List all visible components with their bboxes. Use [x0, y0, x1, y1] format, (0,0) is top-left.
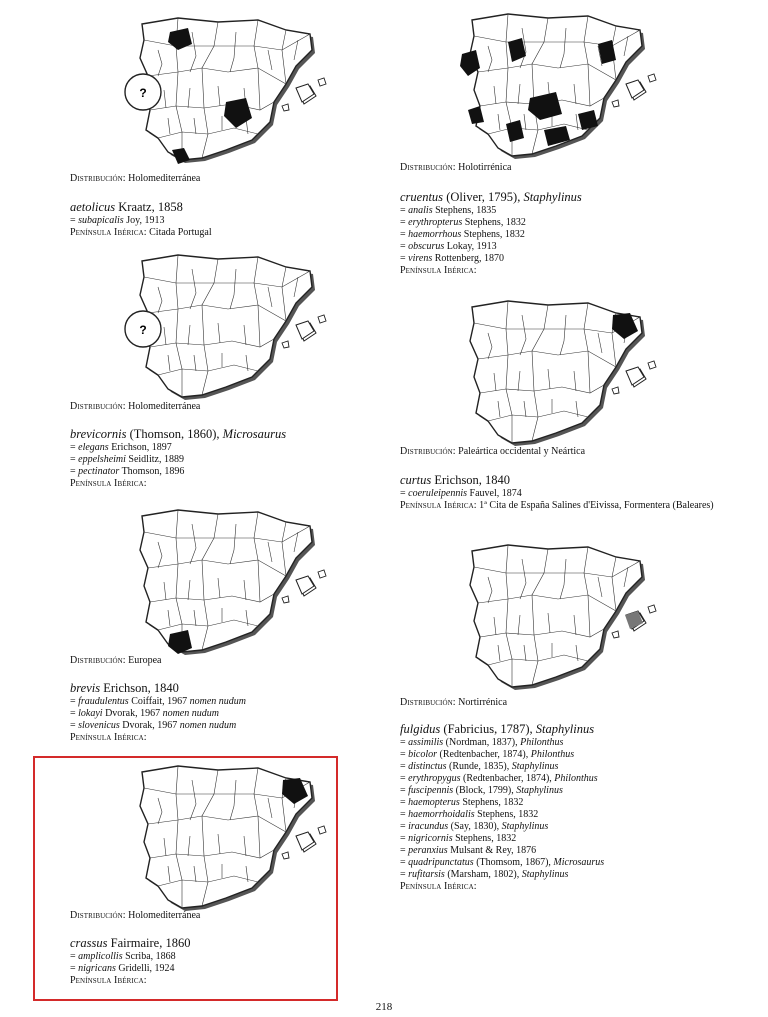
species-entry: fulgidus (Fabricius, 1787), Staphylinus = assimilis (Nordman, 1837), Philonthus = bicolor (Redtenbacher, 1874), Philonthus = distinctus (Runde, 1835), Staphylinus = erythropygus (Redtenbacher, 1874), Philonthus = fuscipennis (Block, 1799), Staphylinus = haemopterus Stephens, 1832 = haemorrhoidalis Stephens, 1832 = iracundus (Say, 1830), Staphylinus = nigricornis Stephens, 1832 = peranxius Mulsant & Rey, 1876 = quadripunctatus (Thomsom, 1867), Microsaurus = rufitarsis (Marsham, 1802), Staphylinus Península Ibérica: [400, 722, 605, 892]
species-entry: curtus Erichson, 1840 = coeruleipennis Fauvel, 1874 Península Ibérica: 1ª Cita de España Salines d'Eivissa, Formentera (Baleares) [400, 473, 714, 511]
species-name: cruentus [400, 190, 444, 204]
species-name: crassus [70, 936, 108, 950]
distribution-line: Distribución: Nortirrénica [400, 697, 508, 708]
distribution-line: Distribución: Europea [70, 655, 162, 666]
distribution-map [448, 6, 663, 161]
species-name: fulgidus [400, 722, 441, 736]
species-name: aetolicus [70, 200, 116, 214]
question-mark: ? [139, 323, 147, 337]
distribution-map [118, 502, 333, 657]
distribution-map [118, 10, 333, 165]
distribution-line: Distribución: Holomediterránea [70, 173, 201, 184]
distribution-map [448, 293, 663, 448]
species-entry: brevicornis (Thomson, 1860), Microsaurus = elegans Erichson, 1897 = eppelsheimi Seidlitz, 1889 = pectinator Thomson, 1896 Península Ibérica: [70, 427, 287, 489]
distribution-map [118, 247, 333, 402]
species-entry: aetolicus Kraatz, 1858 = subapicalis Joy, 1913 Península Ibérica: Citada Portugal [70, 200, 212, 238]
species-name: curtus [400, 473, 432, 487]
species-entry: crassus Fairmaire, 1860 = amplicollis Scriba, 1868 = nigricans Gridelli, 1924 Península Ibérica: [70, 936, 191, 986]
distribution-line: Distribución: Holotirrénica [400, 162, 512, 173]
question-mark: ? [139, 86, 147, 100]
distribution-map [448, 537, 663, 692]
page-number: 218 [375, 1001, 393, 1013]
species-entry: cruentus (Oliver, 1795), Staphylinus = analis Stephens, 1835 = erythropterus Stephens, 1832 = haemorrhous Stephens, 1832 = obscurus Lokay, 1913 = virens Rottenberg, 1870 Península Ibérica: [400, 190, 582, 276]
distribution-line: Distribución: Holomediterránea [70, 401, 201, 412]
species-entry: brevis Erichson, 1840 = fraudulentus Coiffait, 1967 nomen nudum = lokayi Dvorak, 1967 nomen nudum = slovenicus Dvorak, 1967 nomen nudum Península Ibérica: [70, 681, 247, 743]
distribution-line: Distribución: Holomediterránea [70, 910, 201, 921]
species-name: brevis [70, 681, 101, 695]
distribution-map [118, 758, 333, 913]
distribution-line: Distribución: Paleártica occidental y Neártica [400, 446, 586, 457]
species-name: brevicornis [70, 427, 127, 441]
